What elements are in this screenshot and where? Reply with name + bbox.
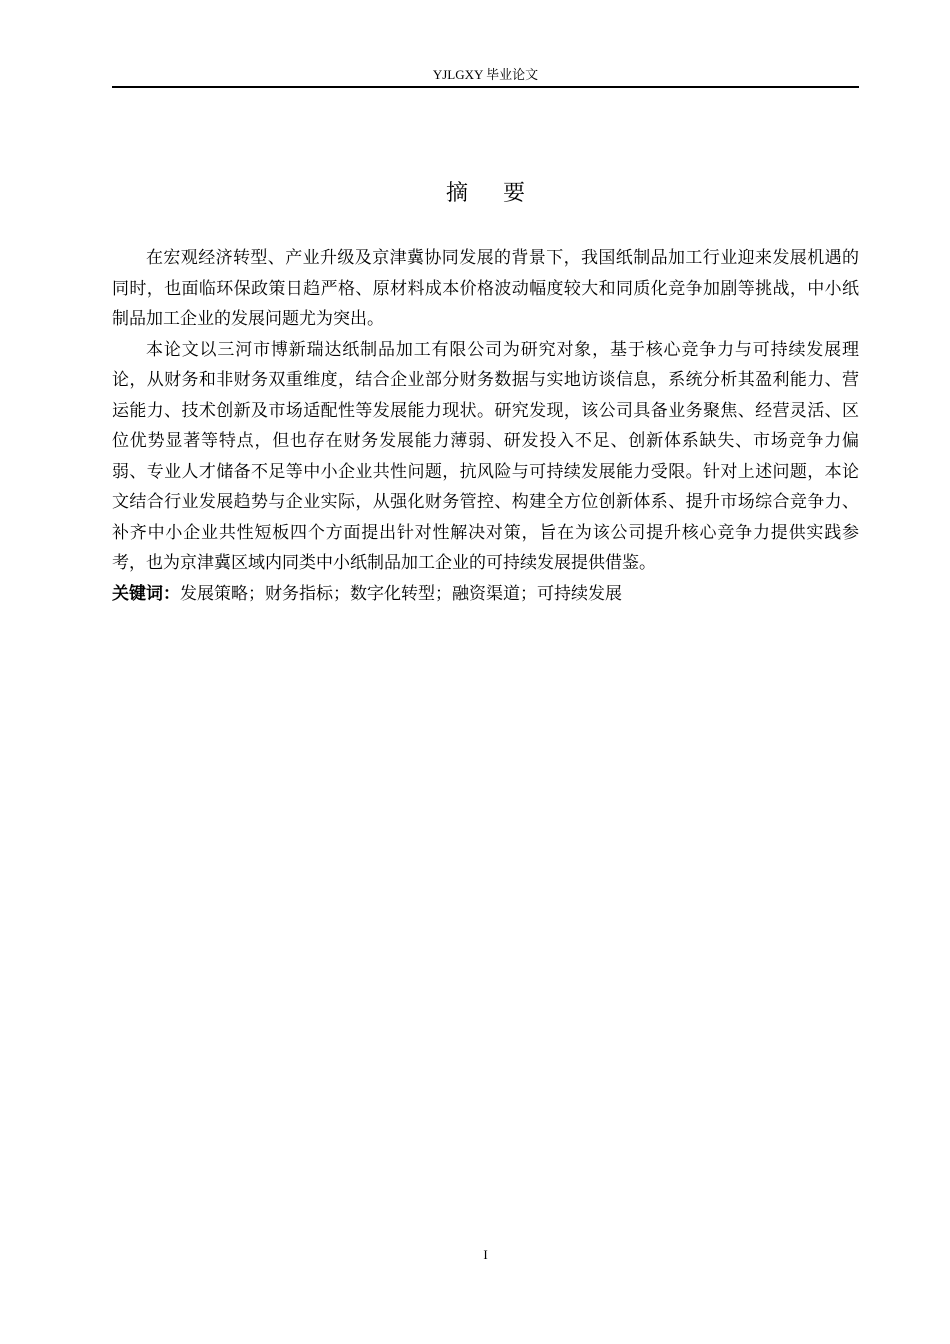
keywords-label: 关键词： bbox=[112, 583, 180, 604]
header-divider bbox=[112, 86, 859, 88]
abstract-title: 摘 要 bbox=[446, 181, 539, 206]
running-header: YJLGXY 毕业论文 bbox=[432, 67, 539, 82]
page-number: I bbox=[483, 1247, 488, 1262]
abstract-paragraph-1: 在宏观经济转型、产业升级及京津冀协同发展的背景下，我国纸制品加工行业迎来发展机遇的同时，也面临环保政策日趋严格、原材料成本价格波动幅度较大和同质化竞争加剧等挑战，中小纸制品加工企业的发展问题尤为突出。 bbox=[112, 248, 859, 329]
abstract-paragraph-2: 本论文以三河市博新瑞达纸制品加工有限公司为研究对象，基于核心竞争力与可持续发展理论，从财务和非财务双重维度，结合企业部分财务数据与实地访谈信息，系统分析其盈利能力、营运能力、技术创新及市场适配性等发展能力现状。研究发现，该公司具备业务聚焦、经营灵活、区位优势显著等特点，但也存在财务发展能力薄弱、研发投入不足、创新体系缺失、市场竞争力偏弱、专业人才储备不足等中小企业共性问题，抗风险与可持续发展能力受限。针对上述问题，本论文结合行业发展趋势与企业实际，从强化财务管控、构建全方位创新体系、提升市场综合竞争力、补齐中小企业共性短板四个方面提出针对性解决对策，旨在为该公司提升核心竞争力提供实践参考，也为京津冀区域内同类中小纸制品加工企业的可持续发展提供借鉴。 bbox=[112, 339, 859, 573]
keywords-line bbox=[112, 579, 859, 610]
keywords-text: 发展策略；财务指标；数字化转型；融资渠道；可持续发展 bbox=[180, 583, 622, 604]
abstract-body bbox=[112, 243, 859, 609]
